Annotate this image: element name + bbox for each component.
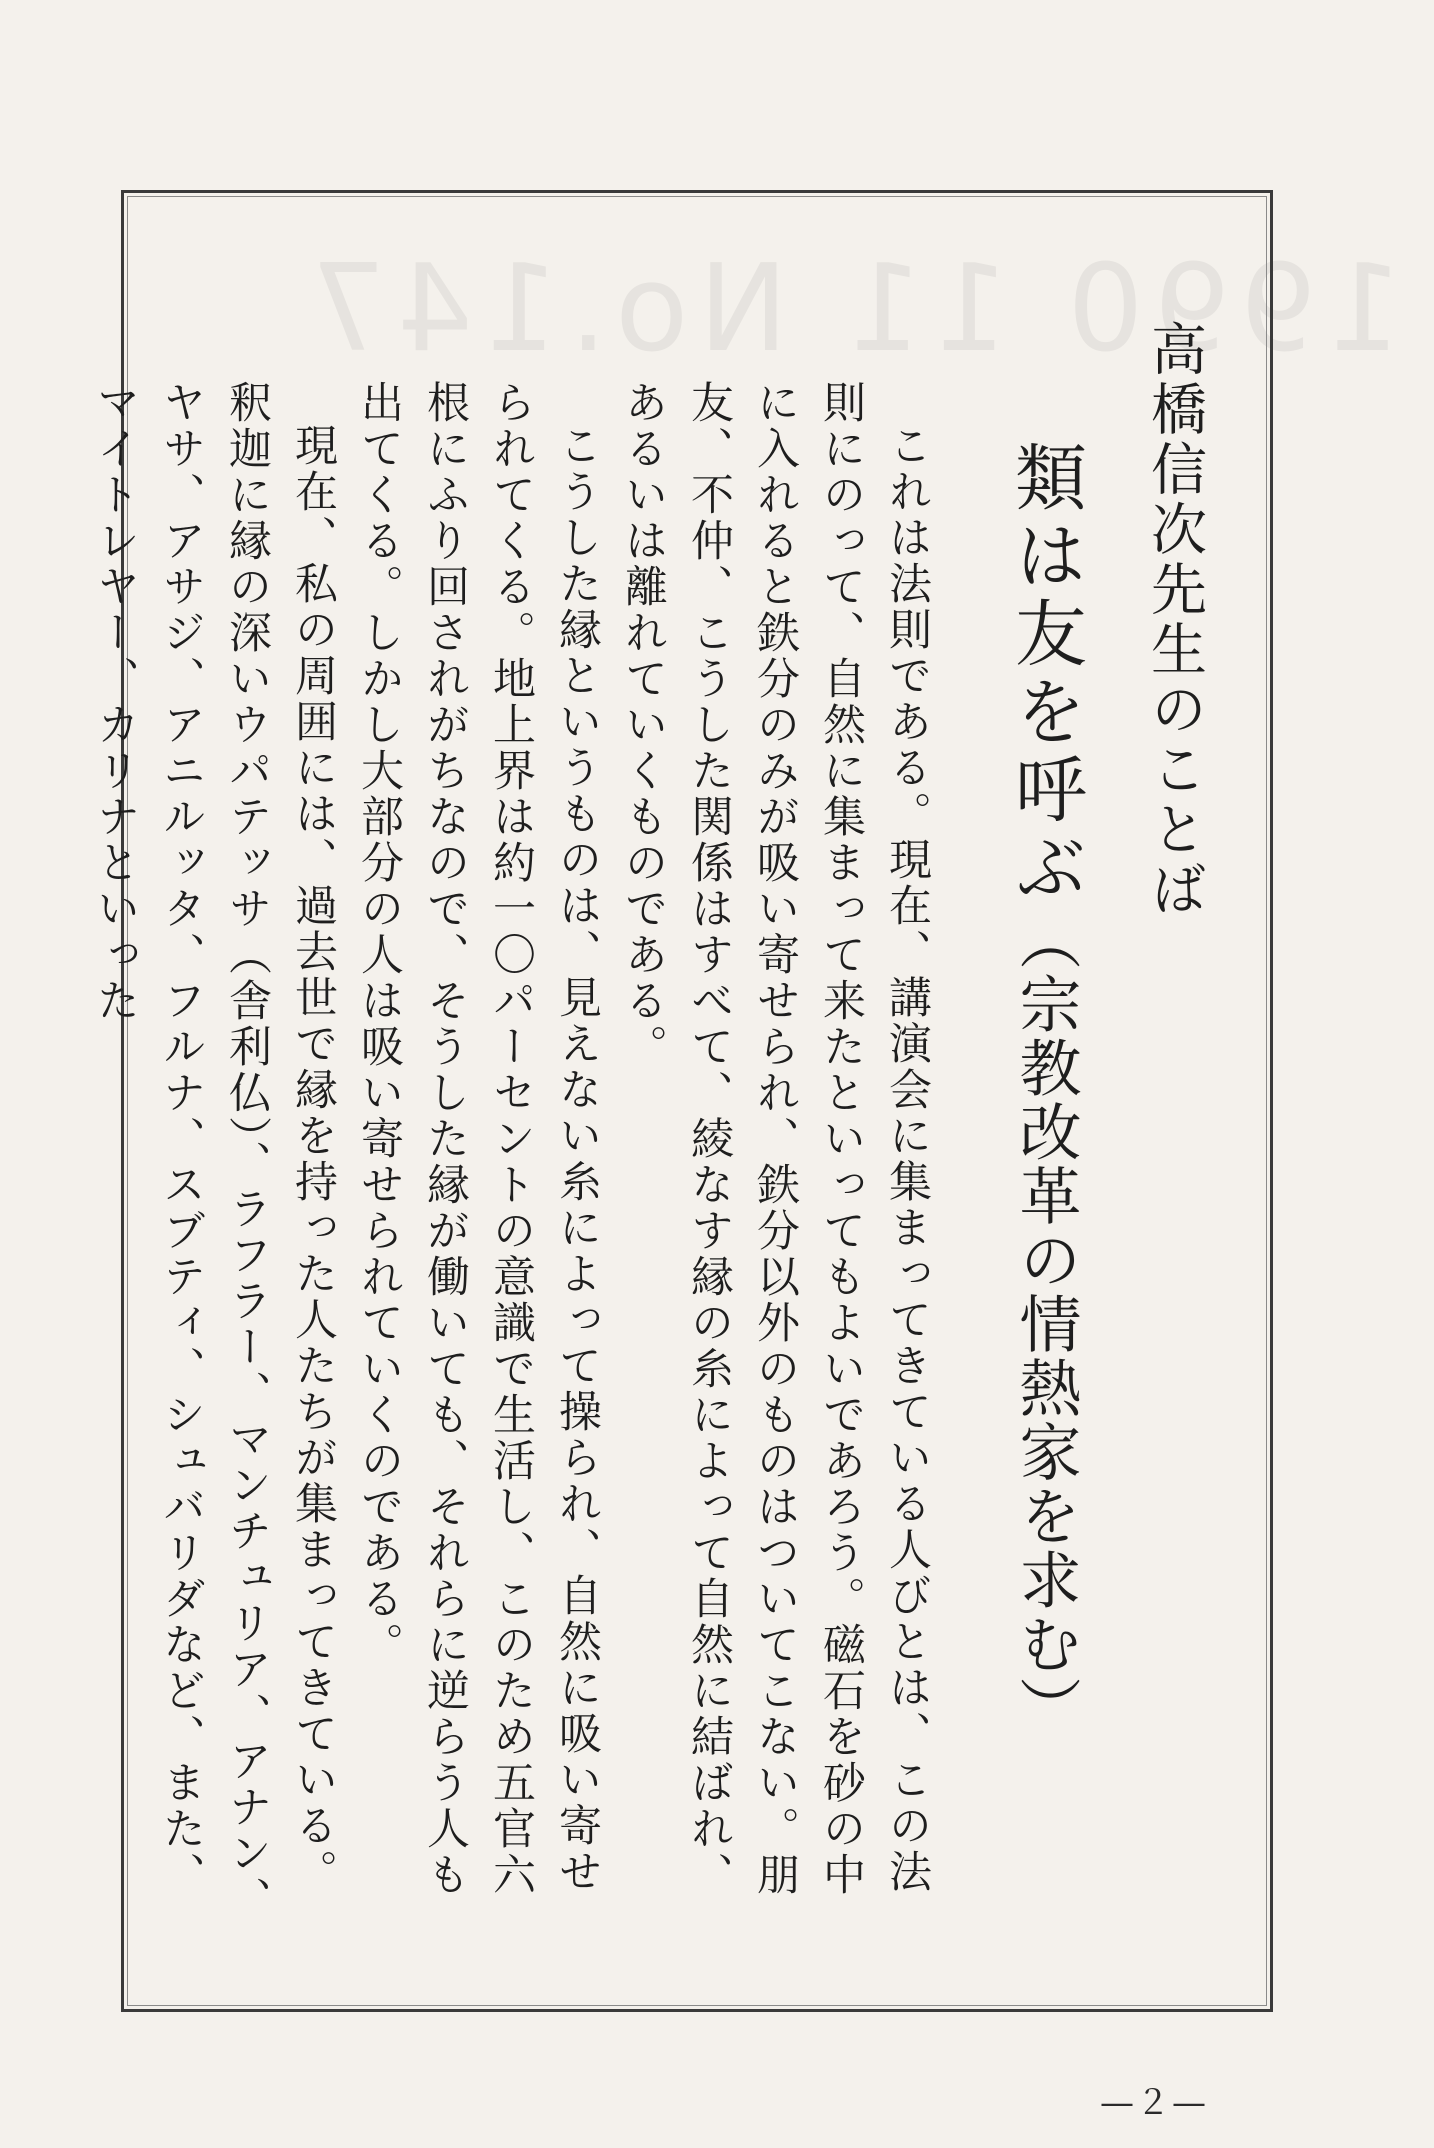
- paragraph: 現在、私の周囲には、過去世で縁を持った人たちが集まってきている。釈迦に縁の深いウパテッサ（舎利仏）、ラフラー、マンチュリア、アナン、ヤサ、アサジ、アニルッタ、フルナ、スブティ、シュバリダなど、また、マイトレヤー、カリナといった: [90, 380, 338, 1923]
- article-body: [82, 320, 940, 1940]
- main-title: [980, 320, 1110, 1940]
- subtitle: （宗教改革の情熱家を求む）: [1009, 908, 1082, 1740]
- series-title: 高橋信次先生のことば: [1142, 320, 1207, 920]
- bleed-through-text: 1990 11 No.147: [300, 240, 1403, 379]
- main-title-text: 類は友を呼ぶ: [1003, 440, 1087, 908]
- paragraph: こうした縁というものは、見えない糸によって操られ、自然に吸い寄せられてくる。地上界は約一〇パーセントの意識で生活し、このため五官六根にふり回されがちなので、そうした縁が働いても、それらに逆らう人も出てくる。しかし大部分の人は吸い寄せられていくのである。: [354, 380, 602, 1898]
- page-number: —２—: [1100, 2083, 1208, 2123]
- paragraph: これは法則である。現在、講演会に集まってきている人びとは、この法則にのって、自然に集まって来たといってもよいであろう。磁石を砂の中に入れると鉄分のみが吸い寄せられ、鉄分以外のものはついてこない。朋友、不仲、こうした関係はすべて、綾なす縁の糸によって自然に結ばれ、あるいは離れていくものである。: [618, 380, 932, 1898]
- article-content: [90, 320, 1220, 1940]
